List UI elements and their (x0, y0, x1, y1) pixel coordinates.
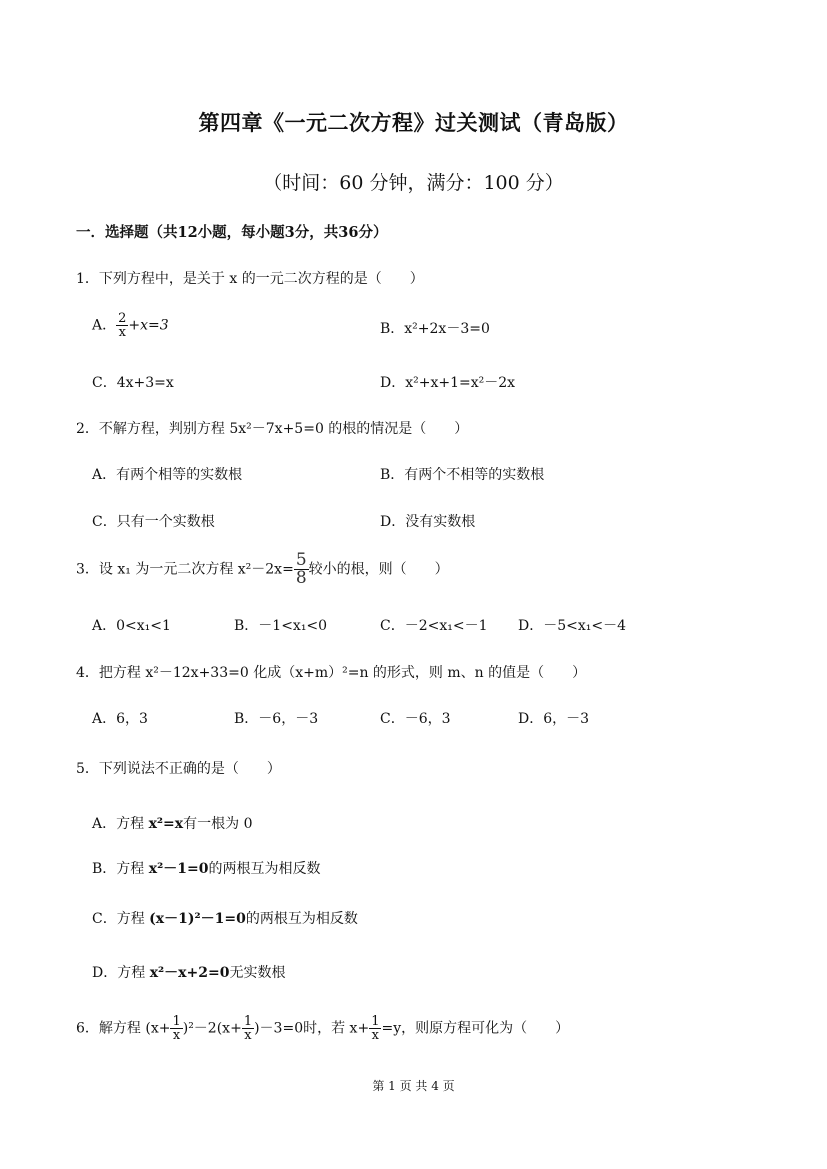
fraction-denominator: x (118, 325, 126, 340)
question-2-stem: 2．不解方程，判别方程 5x²－7x+5=0 的根的情况是（ ） (76, 421, 469, 437)
question-3-option-a: A．0<x₁<1 (92, 618, 171, 634)
option-label: A． (92, 317, 117, 334)
question-1-stem: 1．下列方程中，是关于 x 的一元二次方程的是（ ） (76, 271, 424, 287)
fraction-denominator: x (371, 1028, 379, 1043)
question-2-option-d: D．没有实数根 (380, 514, 476, 530)
question-3-option-c: C．－2<x₁<－1 (380, 618, 488, 634)
question-2-option-a: A．有两个相等的实数根 (92, 467, 243, 483)
question-4-option-a: A．6，3 (92, 711, 148, 727)
question-4-option-b: B．－6，－3 (234, 711, 319, 727)
question-1-option-b: B．x²+2x－3=0 (380, 321, 490, 337)
question-1-option-d: D．x²+x+1=x²－2x (380, 375, 516, 391)
page-subtitle: （时间：60 分钟，满分：100 分） (263, 172, 564, 194)
question-3-stem-start: 3．设 x₁ 为一元二次方程 x²－2x= (76, 561, 294, 578)
fraction-numerator: 1 (371, 1014, 380, 1029)
question-5-option-b (92, 858, 320, 878)
question-3-option-b: B．－1<x₁<0 (234, 618, 328, 634)
question-5-option-a (92, 813, 252, 833)
fraction-denominator: 8 (295, 568, 307, 588)
question-6-stem-middle: )－3=0时，若 x+ (254, 1020, 370, 1037)
question-6-stem-start: 6．解方程 (x+ (76, 1020, 171, 1037)
fraction (369, 1015, 381, 1042)
fraction (242, 1015, 254, 1042)
fraction-denominator: x (244, 1028, 252, 1043)
option-expression: +x=3 (128, 317, 169, 334)
fraction (116, 312, 128, 339)
question-6-stem (76, 1015, 569, 1042)
question-4-option-c: C．－6，3 (380, 711, 451, 727)
question-1-option-c: C．4x+3=x (92, 375, 174, 391)
fraction-numerator: 5 (295, 550, 307, 570)
option-text: 的两根互为相反数 (245, 911, 358, 927)
question-4-stem: 4．把方程 x²－12x+33=0 化成（x+m）²=n 的形式，则 m、n 的值是（ ） (76, 665, 587, 681)
option-label: A．方程 (92, 816, 149, 832)
question-2-option-c: C．只有一个实数根 (92, 514, 215, 530)
page-title: 第四章《一元二次方程》过关测试（青岛版） (198, 110, 629, 135)
question-6-stem-end: =y，则原方程可化为（ ） (381, 1020, 570, 1037)
fraction-numerator: 1 (243, 1014, 253, 1029)
option-text: 无实数根 (229, 965, 286, 981)
option-equation: x²=x (148, 816, 184, 832)
option-equation: (x－1)²－1=0 (149, 911, 246, 927)
question-3-option-d: D．－5<x₁<－4 (518, 618, 627, 634)
fraction (170, 1015, 182, 1042)
question-4-option-d: D．6，－3 (518, 711, 590, 727)
fraction-numerator: 2 (118, 311, 127, 326)
question-2-option-b: B．有两个不相等的实数根 (380, 467, 545, 483)
option-label: B．方程 (92, 861, 149, 877)
page-footer: 第 1 页 共 4 页 (372, 1079, 455, 1093)
option-label: D．方程 (92, 965, 150, 981)
fraction-numerator: 1 (172, 1014, 181, 1029)
option-label: C．方程 (92, 911, 150, 927)
option-text: 有一根为 0 (183, 816, 253, 832)
option-equation: x²－x+2=0 (149, 965, 230, 981)
option-equation: x²－1=0 (148, 861, 209, 877)
question-6-stem-middle: )²－2(x+ (182, 1020, 242, 1037)
question-5-option-c (92, 908, 358, 928)
question-3-stem-end: 较小的根，则（ ） (308, 561, 449, 578)
option-text: 的两根互为相反数 (208, 861, 321, 877)
fraction-denominator: x (172, 1028, 181, 1043)
question-1-option-a (92, 312, 169, 339)
section-heading: 一．选择题（共12小题，每小题3分，共36分） (76, 224, 388, 241)
question-5-stem: 5．下列说法不正确的是（ ） (76, 761, 281, 777)
question-5-option-d (92, 962, 285, 982)
question-3-stem (76, 552, 449, 587)
fraction (294, 552, 309, 587)
